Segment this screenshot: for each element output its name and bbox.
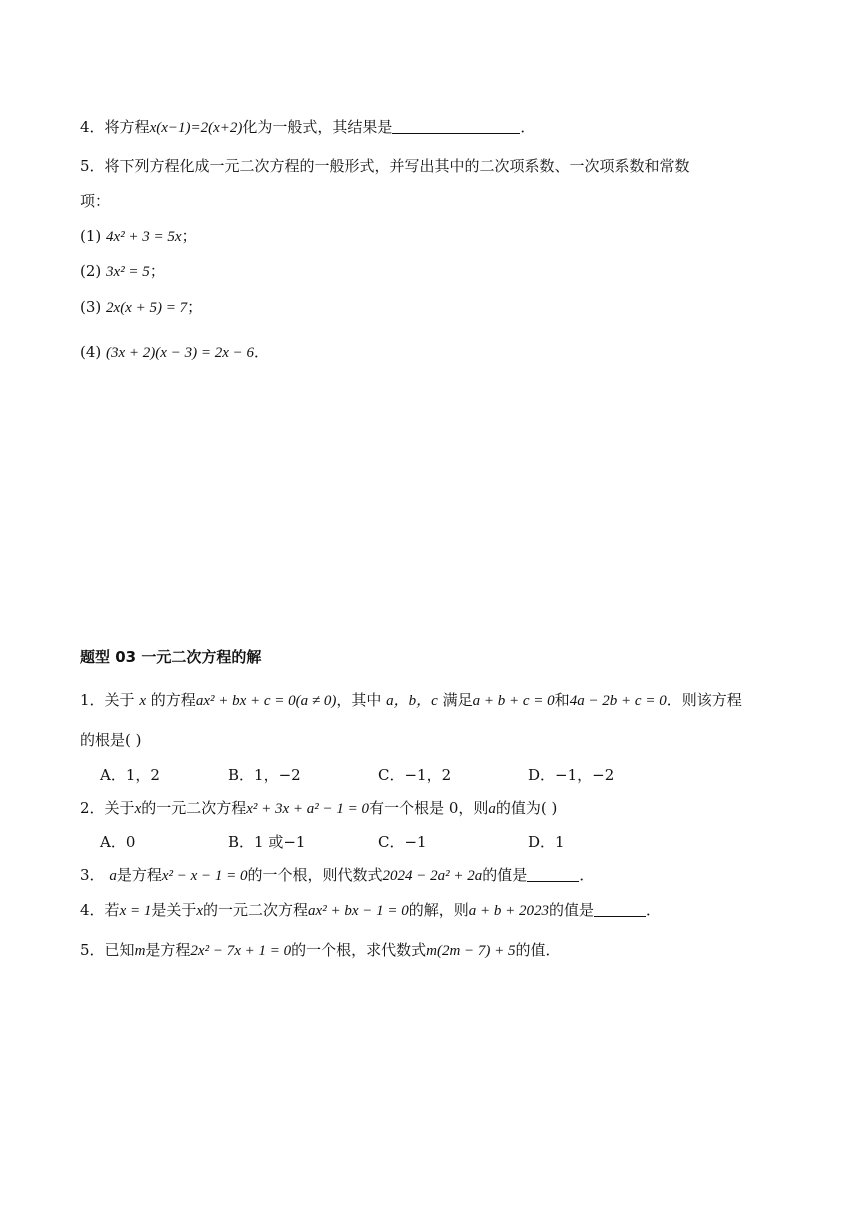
q2-option-d[interactable]: D．1 — [528, 833, 565, 851]
question-5-stem-line2: 项： — [80, 192, 111, 210]
q1-option-d[interactable]: D．−1，−2 — [528, 766, 615, 784]
answer-blank[interactable] — [392, 118, 520, 134]
question-2-stem: 2．关于x的一元二次方程x² + 3x + a² − 1 = 0有一个根是 0，则a的值为( ) — [80, 799, 558, 817]
q1-option-b[interactable]: B．1，−2 — [228, 766, 301, 784]
q2-option-c[interactable]: C．−1 — [378, 833, 427, 851]
question-4-stem: 4．若x = 1是关于x的一元二次方程ax² + bx − 1 = 0的解，则a + b + 2023的值是 ． — [80, 901, 662, 919]
q2-option-a[interactable]: A．0 — [100, 833, 136, 851]
question-5-stem-line1: 5．将下列方程化成一元二次方程的一般形式，并写出其中的二次项系数、一次项系数和常数 — [80, 157, 690, 175]
q1-option-c[interactable]: C．−1，2 — [378, 766, 452, 784]
answer-blank[interactable] — [594, 901, 646, 917]
question-1-stem-line2: 的根是( ) — [80, 731, 142, 749]
question-5-stem-section3: 5．已知m是方程2x² − 7x + 1 = 0的一个根，求代数式m(2m − 7) + 5的值． — [80, 941, 561, 959]
question-5-item-1: (1) 4x² + 3 = 5x； — [80, 227, 197, 245]
question-1-stem-line1: 1．关于 x 的方程ax² + bx + c = 0(a ≠ 0)，其中 a，b，c 满足a + b + c = 0和4a − 2b + c = 0．则该方程 — [80, 691, 742, 709]
q1-option-a[interactable]: A．1，2 — [100, 766, 160, 784]
question-5-item-3: (3) 2x(x + 5) = 7； — [80, 298, 203, 316]
question-4-equation-form: 4．将方程x(x−1)=2(x+2)化为一般式，其结果是 ． — [80, 118, 536, 136]
question-5-item-2: (2) 3x² = 5； — [80, 262, 165, 280]
section-heading: 题型 03 一元二次方程的解 — [80, 648, 262, 666]
question-5-item-4: (4) (3x + 2)(x − 3) = 2x − 6． — [80, 343, 269, 361]
answer-blank[interactable] — [527, 866, 579, 882]
q2-option-b[interactable]: B．1 或−1 — [228, 833, 306, 851]
question-3-stem: 3． a是方程x² − x − 1 = 0的一个根，则代数式2024 − 2a² + 2a的值是 ． — [80, 866, 595, 884]
